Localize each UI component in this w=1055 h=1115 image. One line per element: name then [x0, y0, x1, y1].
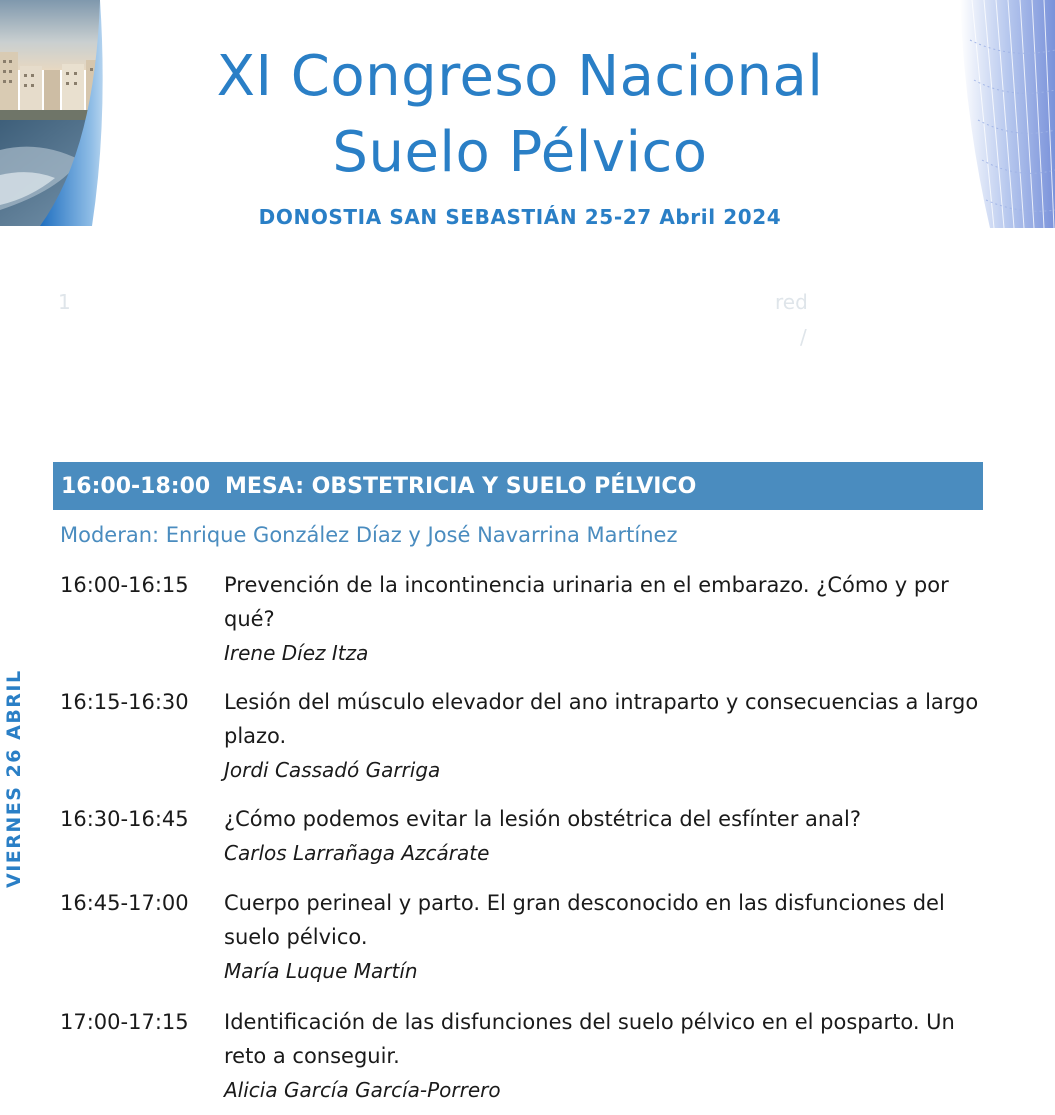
talk-time: 16:00-16:15 — [60, 573, 189, 597]
session-time: 16:00-18:00 — [61, 473, 211, 499]
faded-text-right-2: / — [800, 325, 807, 349]
talk-speaker: Carlos Larrañaga Azcárate — [224, 841, 490, 865]
congress-title-line1: XI Congreso Nacional — [216, 44, 824, 109]
talk-title: Prevención de la incontinencia urinaria en el embarazo. ¿Cómo y por qué? — [224, 573, 949, 631]
faded-text-left: 1 — [58, 290, 71, 314]
congress-location-date: DONOSTIA SAN SEBASTIÁN 25-27 Abril 2024 — [258, 205, 782, 229]
talk-speaker: Alicia García García-Porrero — [224, 1078, 501, 1102]
talk-speaker: Jordi Cassadó Garriga — [224, 758, 441, 782]
talk-time: 17:00-17:15 — [60, 1010, 189, 1034]
header — [0, 0, 1055, 228]
talk-title: Cuerpo perineal y parto. El gran desconocido en las disfunciones del suelo pélvico. — [224, 891, 945, 949]
talk-time: 16:15-16:30 — [60, 690, 189, 714]
faded-text-right: red — [775, 290, 808, 314]
session-moderators: Moderan: Enrique González Díaz y José Navarrina Martínez — [60, 523, 678, 547]
congress-title-line2: Suelo Pélvico — [332, 120, 708, 185]
talk-time: 16:45-17:00 — [60, 891, 189, 915]
talk-title: Identificación de las disfunciones del suelo pélvico en el posparto. Un reto a conseguir. — [224, 1010, 955, 1068]
day-side-label: VIERNES 26 ABRIL — [3, 669, 25, 888]
session-name: MESA: OBSTETRICIA Y SUELO PÉLVICO — [225, 473, 697, 499]
header-photo — [0, 0, 140, 226]
talk-title: Lesión del músculo elevador del ano intraparto y consecuencias a largo plazo. — [224, 690, 979, 748]
header-pattern-graphic — [960, 0, 1055, 228]
session-header-bar — [53, 462, 983, 510]
talk-time: 16:30-16:45 — [60, 807, 189, 831]
talk-speaker: Irene Díez Itza — [224, 641, 369, 665]
talk-speaker: María Luque Martín — [224, 959, 418, 983]
talk-title: ¿Cómo podemos evitar la lesión obstétrica del esfínter anal? — [224, 807, 862, 831]
